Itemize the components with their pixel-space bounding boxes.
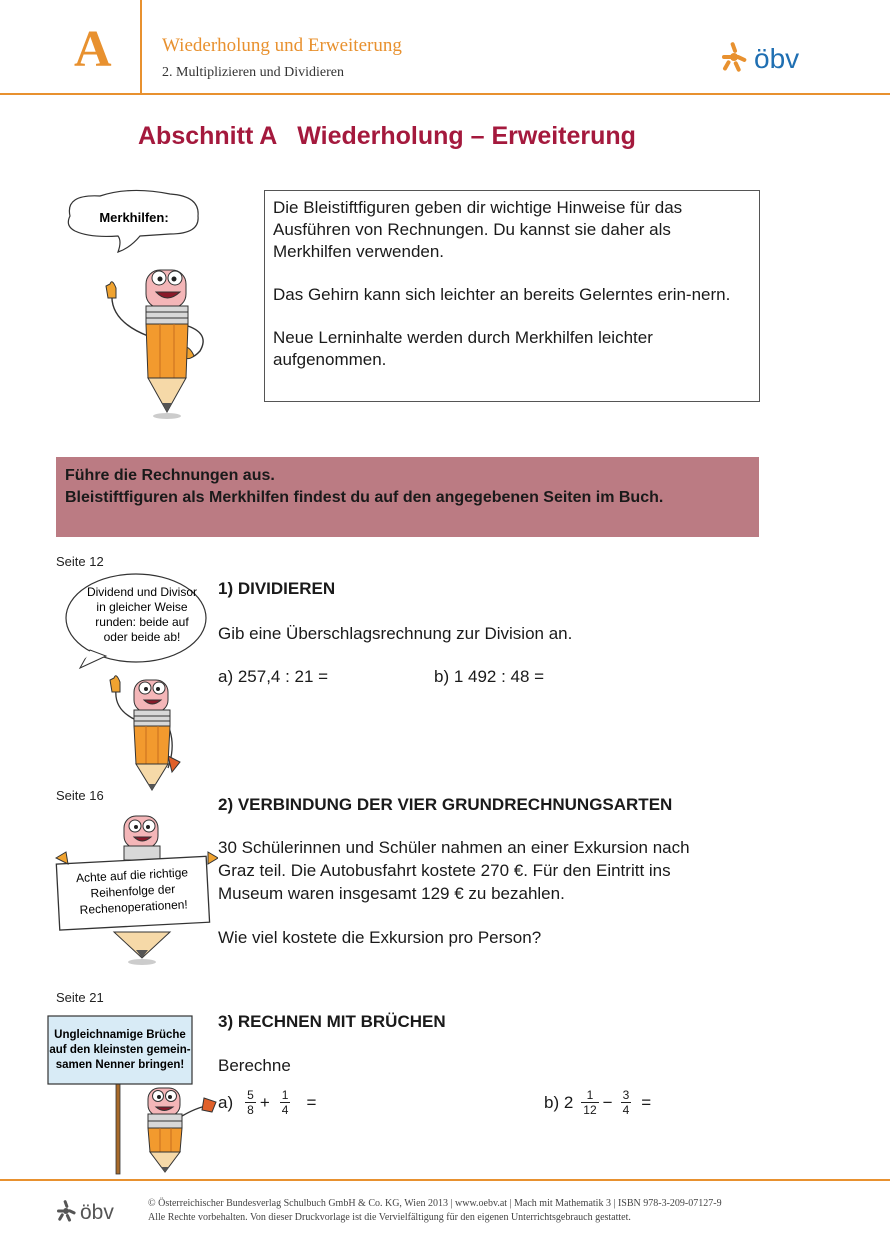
instruction-banner: [56, 457, 759, 537]
page-ref-3: Seite 21: [56, 990, 104, 1005]
hint-3-line-3: samen Nenner bringen!: [55, 1059, 185, 1071]
exercise-2-text: [218, 836, 690, 905]
section-letter: A: [74, 21, 112, 78]
star-logo-icon: [56, 1198, 126, 1224]
exercise-2-text-line-3: Museum waren insgesamt 129 € zu bezahlen.: [218, 884, 565, 903]
exercise-1-task-b: b) 1 492 : 48 =: [434, 667, 545, 686]
fraction-numerator: 3: [622, 1088, 630, 1102]
banner-line-2: Bleistiftfiguren als Merkhilfen findest du auf den angegebenen Seiten im Buch.: [65, 489, 664, 506]
fraction-denominator: 4: [281, 1103, 289, 1117]
info-paragraph-2: Das Gehirn kann sich leichter an bereits Gelerntes erin-nern.: [273, 285, 731, 304]
exercise-1-instruction: Gib eine Überschlagsrechnung zur Division an.: [218, 624, 573, 643]
footer-copyright: [148, 1197, 722, 1225]
fraction-numerator: 1: [581, 1088, 598, 1103]
operator-minus: −: [602, 1093, 613, 1112]
pencil-mascot-dividieren: [62, 572, 212, 796]
exercise-1-title: 1) DIVIDIEREN: [218, 579, 336, 598]
hint-2-line-1: Achte auf die richtige: [75, 865, 189, 886]
info-paragraph-3: Neue Lerninhalte werden durch Merkhilfen leichter aufgenommen.: [273, 328, 653, 369]
exercise-1-task-a: a) 257,4 : 21 =: [218, 667, 329, 686]
fraction-numerator: 5: [247, 1088, 254, 1102]
header-divider-horizontal: [0, 93, 890, 95]
logo-text: öbv: [80, 1201, 114, 1224]
fraction-denominator: 8: [247, 1103, 254, 1117]
hint-3-line-1: Ungleichnamige Brüche: [54, 1029, 186, 1041]
exercise-3-instruction: Berechne: [218, 1056, 291, 1075]
pencil-mascot-merkhilfen: [60, 186, 260, 426]
star-logo-icon: [720, 40, 820, 74]
header-divider-vertical: [140, 0, 142, 94]
task-a-label: a): [218, 1093, 234, 1112]
fraction-3-4: [621, 1088, 632, 1117]
header-subtitle: 2. Multiplizieren und Dividieren: [162, 65, 344, 80]
info-box: [264, 190, 760, 402]
header-title: Wiederholung und Erweiterung: [162, 35, 402, 56]
exercise-3-title: 3) RECHNEN MIT BRÜCHEN: [218, 1012, 446, 1031]
publisher-logo: [720, 40, 820, 74]
fraction-numerator: 1: [281, 1088, 289, 1102]
exercise-2-question: Wie viel kostete die Exkursion pro Person?: [218, 928, 542, 947]
exercise-2-title: 2) VERBINDUNG DER VIER GRUNDRECHNUNGSARTEN: [218, 795, 673, 814]
footer-line-2: Alle Rechte vorbehalten. Von dieser Druckvorlage ist die Vervielfältigung für den eigenen Unterrichtsgebrauch gestattet.: [148, 1212, 631, 1223]
logo-text: öbv: [754, 43, 800, 74]
operator-plus: +: [259, 1093, 270, 1112]
exercise-3-task-a: [218, 1088, 316, 1117]
exercise-2-text-line-1: 30 Schülerinnen und Schüler nahmen an einer Exkursion nach: [218, 838, 690, 857]
hint-3-line-2: auf den kleinsten gemein-: [49, 1044, 191, 1056]
footer-line-1: © Österreichischer Bundesverlag Schulbuch GmbH & Co. KG, Wien 2013 | www.oebv.at | Mach mit Mathematik 3 | ISBN 978-3-209-07127-9: [148, 1198, 722, 1209]
pencil-mascot-reihenfolge: [52, 812, 218, 968]
fraction-denominator: 4: [622, 1103, 630, 1117]
equals-sign: =: [641, 1093, 652, 1112]
fraction-1-4: [280, 1088, 291, 1117]
task-b-label: b) 2: [544, 1093, 574, 1112]
hint-1-line-4: oder beide ab!: [103, 630, 181, 644]
hint-1-line-2: in gleicher Weise: [96, 600, 188, 614]
exercise-2-text-line-2: Graz teil. Die Autobusfahrt kostete 270 €. Für den Eintritt ins: [218, 861, 671, 880]
fraction-denominator: 12: [583, 1103, 597, 1117]
footer-divider: [0, 1179, 890, 1181]
hint-2-line-2: Reihenfolge der: [90, 881, 176, 901]
fraction-5-8: [245, 1088, 256, 1117]
hint-1-line-3: runden: beide auf: [95, 615, 189, 629]
info-paragraph-1: Die Bleistiftfiguren geben dir wichtige Hinweise für das Ausführen von Rechnungen. Du kannst sie daher als Merkhilfen verwenden.: [273, 198, 683, 261]
page-ref-2: Seite 16: [56, 788, 104, 803]
banner-line-1: Führe die Rechnungen aus.: [65, 467, 275, 484]
equals-sign: =: [306, 1093, 317, 1112]
pencil-mascot-brueche: [46, 1012, 218, 1176]
hint-2-line-3: Rechenoperationen!: [79, 897, 189, 917]
hint-1-line-1: Dividend und Divisor: [86, 585, 198, 599]
footer-logo: [56, 1198, 126, 1224]
exercise-3-task-b: [544, 1088, 651, 1117]
page-title: Abschnitt A Wiederholung – Erweiterung: [138, 122, 636, 150]
bubble-label: Merkhilfen:: [99, 210, 169, 225]
page-ref-1: Seite 12: [56, 554, 104, 569]
fraction-1-12: [581, 1088, 598, 1117]
